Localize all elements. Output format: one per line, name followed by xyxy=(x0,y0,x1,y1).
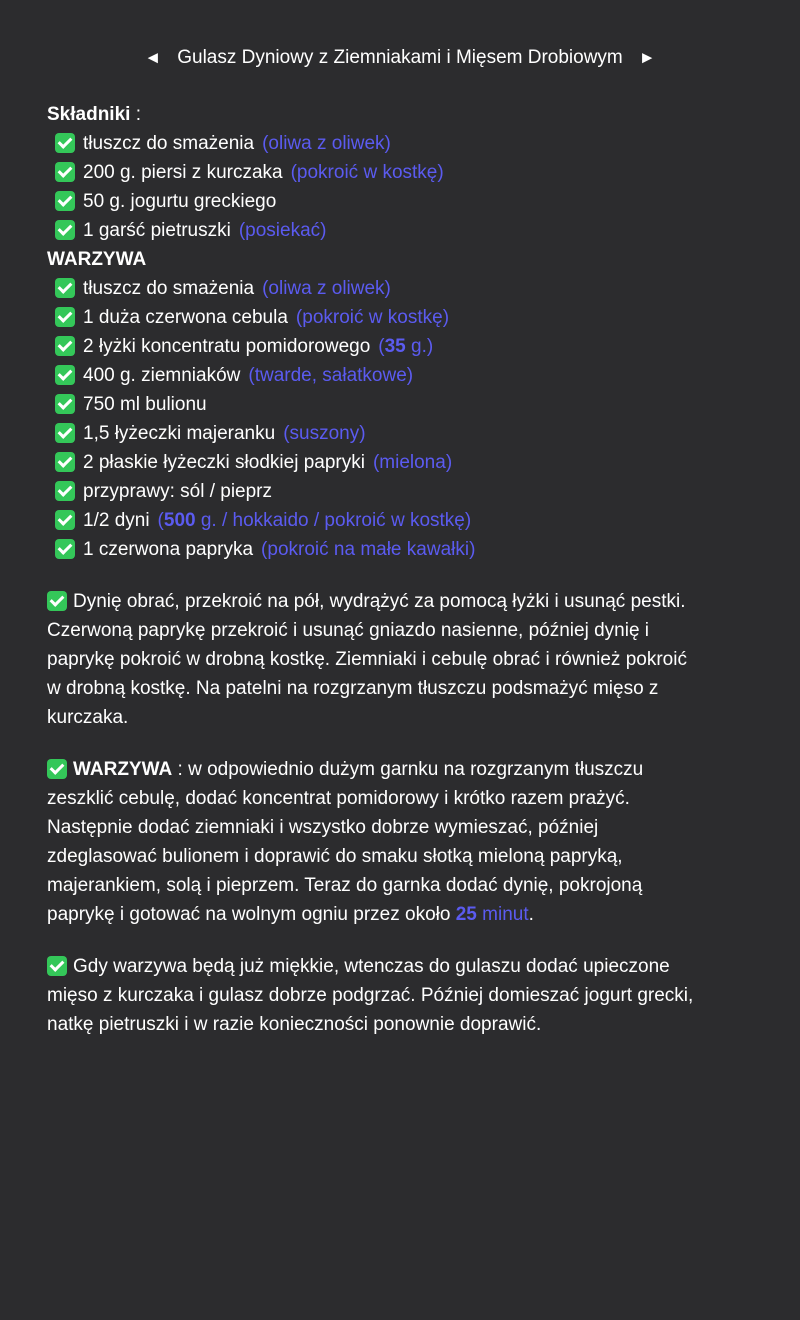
list-item xyxy=(47,419,767,448)
note-open: ( xyxy=(378,336,385,357)
check-icon xyxy=(55,220,75,240)
note-rest: g. / hokkaido / pokroić w kostkę) xyxy=(195,510,472,531)
item-text: 200 g. piersi z kurczaka xyxy=(83,162,283,183)
list-item xyxy=(47,506,767,535)
check-icon xyxy=(55,423,75,443)
step-line: Następnie dodać ziemniaki i wszystko dobrze wymieszać, później xyxy=(47,817,599,838)
prev-arrow-icon[interactable]: ◄ xyxy=(144,48,162,67)
ingredients-colon: : xyxy=(130,104,141,125)
check-icon xyxy=(55,278,75,298)
item-text: 400 g. ziemniaków xyxy=(83,365,241,386)
list-item xyxy=(47,129,767,158)
step-label: WARZYWA xyxy=(73,759,173,780)
step-line xyxy=(47,587,767,616)
step-line xyxy=(47,755,767,784)
list-item xyxy=(47,158,767,187)
step-line: w drobną kostkę. Na patelni na rozgrzanym tłuszczu podsmażyć mięso z xyxy=(47,678,659,699)
check-icon xyxy=(55,539,75,559)
note-amount: 500 xyxy=(163,510,196,531)
item-text: 1 czerwona papryka xyxy=(83,539,254,560)
step-line: zdeglasować bulionem i doprawić do smaku słotką mieloną papryką, xyxy=(47,846,623,867)
item-note: (oliwa z oliwek) xyxy=(262,133,391,154)
step-2 xyxy=(47,755,767,929)
check-icon xyxy=(55,510,75,530)
item-note: (pokroić na małe kawałki) xyxy=(261,539,476,560)
step-line: kurczaka. xyxy=(47,707,129,728)
note-open: ( xyxy=(157,510,164,531)
list-item xyxy=(47,361,767,390)
ingredients-label: Składniki xyxy=(47,104,131,125)
step-1 xyxy=(47,587,767,732)
list-item xyxy=(47,332,767,361)
step-3 xyxy=(47,952,767,1039)
cook-time xyxy=(456,904,529,925)
item-note: (suszony) xyxy=(283,423,366,444)
step-end: . xyxy=(528,904,534,925)
check-icon xyxy=(55,452,75,472)
check-icon xyxy=(55,336,75,356)
item-text: tłuszcz do smażenia xyxy=(83,278,255,299)
item-text: tłuszcz do smażenia xyxy=(83,133,255,154)
step-text: Gdy warzywa będą już miękkie, wtenczas do gulaszu dodać upieczone xyxy=(73,956,670,977)
list-item xyxy=(47,187,767,216)
item-text: przyprawy: sól / pieprz xyxy=(83,481,273,502)
list-item xyxy=(47,390,767,419)
step-line xyxy=(47,900,767,929)
step-text: w odpowiednio dużym garnku na rozgrzanym tłuszczu xyxy=(188,759,644,780)
note-rest: g.) xyxy=(405,336,434,357)
check-icon xyxy=(55,162,75,182)
item-text: 750 ml bulionu xyxy=(83,394,207,415)
check-icon xyxy=(55,191,75,211)
check-icon xyxy=(55,394,75,414)
step-colon: : xyxy=(172,759,189,780)
cook-time-value: 25 xyxy=(455,904,477,925)
step-line: zeszklić cebulę, dodać koncentrat pomidorowy i krótko razem prażyć. xyxy=(47,788,630,809)
list-item xyxy=(47,216,767,245)
item-text: 1,5 łyżeczki majeranku xyxy=(83,423,276,444)
step-line: natkę pietruszki i w razie konieczności ponownie doprawić. xyxy=(47,1014,542,1035)
item-note xyxy=(158,510,472,531)
step-line: majerankiem, solą i pieprzem. Teraz do garnka dodać dynię, pokrojoną xyxy=(47,875,643,896)
list-item xyxy=(47,303,767,332)
item-text: 1 duża czerwona cebula xyxy=(83,307,288,328)
note-amount: 35 xyxy=(384,336,406,357)
item-note: (twarde, sałatkowe) xyxy=(248,365,414,386)
item-text: 2 łyżki koncentratu pomidorowego xyxy=(83,336,371,357)
check-icon xyxy=(55,133,75,153)
step-line: Czerwoną paprykę przekroić i usunąć gniazdo nasienne, później dynię i xyxy=(47,620,650,641)
cook-time-unit: minut xyxy=(476,904,529,925)
check-icon xyxy=(47,591,67,611)
recipe-content xyxy=(47,100,767,1039)
item-text: 50 g. jogurtu greckiego xyxy=(83,191,277,212)
item-note xyxy=(378,336,433,357)
step-text: Dynię obrać, przekroić na pół, wydrążyć za pomocą łyżki i usunąć pestki. xyxy=(73,591,686,612)
step-line xyxy=(47,952,767,981)
check-icon xyxy=(55,307,75,327)
list-item xyxy=(47,477,767,506)
check-icon xyxy=(47,759,67,779)
recipe-header xyxy=(0,46,800,70)
ingredients-heading xyxy=(47,100,767,129)
item-text: 1/2 dyni xyxy=(83,510,150,531)
vegetables-heading: WARZYWA xyxy=(47,249,147,270)
item-text: 2 płaskie łyżeczki słodkiej papryki xyxy=(83,452,365,473)
item-note: (mielona) xyxy=(372,452,453,473)
list-item xyxy=(47,535,767,564)
recipe-title: Gulasz Dyniowy z Ziemniakami i Mięsem Drobiowym xyxy=(177,47,623,68)
item-text: 1 garść pietruszki xyxy=(83,220,231,241)
check-icon xyxy=(55,481,75,501)
step-line: mięso z kurczaka i gulasz dobrze podgrzać. Później domieszać jogurt grecki, xyxy=(47,985,694,1006)
check-icon xyxy=(55,365,75,385)
item-note: (posiekać) xyxy=(238,220,327,241)
list-item xyxy=(47,448,767,477)
step-text: paprykę i gotować na wolnym ogniu przez około xyxy=(47,904,456,925)
check-icon xyxy=(47,956,67,976)
item-note: (oliwa z oliwek) xyxy=(262,278,391,299)
list-item xyxy=(47,274,767,303)
item-note: (pokroić w kostkę) xyxy=(290,162,444,183)
step-line: paprykę pokroić w drobną kostkę. Ziemniaki i cebulę obrać i również pokroić xyxy=(47,649,687,670)
item-note: (pokroić w kostkę) xyxy=(295,307,450,328)
next-arrow-icon[interactable]: ► xyxy=(638,48,656,67)
